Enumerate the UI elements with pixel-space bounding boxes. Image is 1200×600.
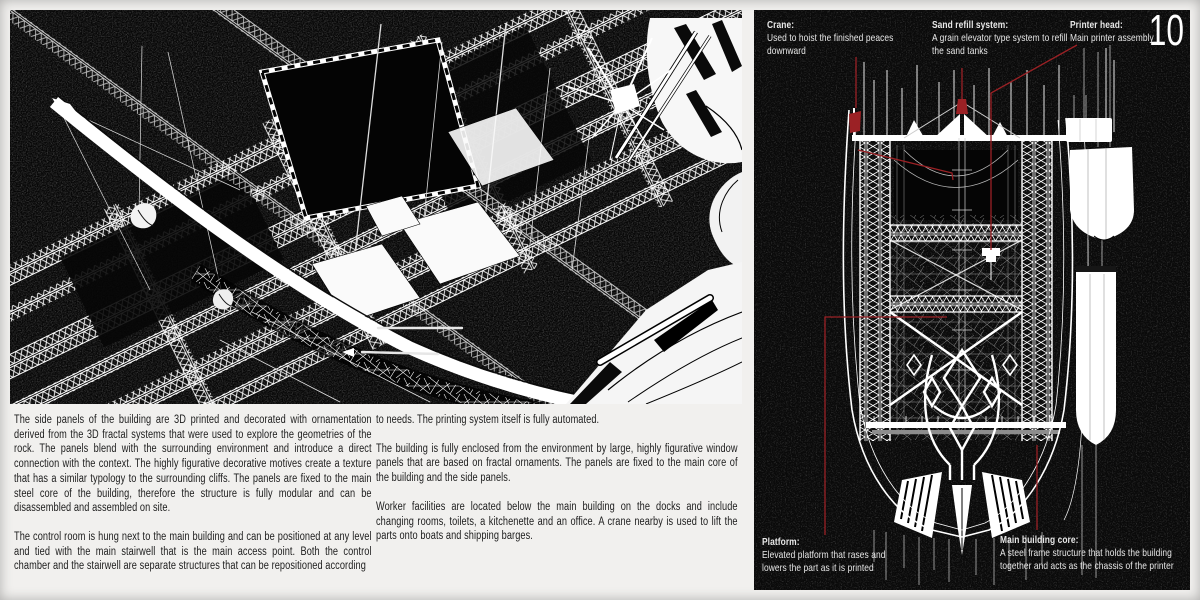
body-text-block (10, 404, 742, 592)
page-number: 10 (1148, 10, 1184, 55)
annotation-crane-body: Used to hoist the finished peaces downward (767, 32, 894, 57)
body-text-column-1 (14, 413, 372, 588)
body-paragraph: The side panels of the building are 3D printed and decorated with ornamentation derived from the 3D fractal systems that were used to explore the geometries of the rock. The panels blend with the surrounding environment and introduce a direct connection with the context. The highly figurative decorative motives create a texture that has a similar typology to the surrounding cliffs. The panels are fixed to the main steel core of the building, therefore the structure is fully modular and can be disassembled and assembled on site. (14, 414, 372, 515)
left-drawing-area (10, 10, 742, 404)
body-text-column-2 (376, 413, 738, 558)
annotation-printer-head-body: Main printer assembly (1070, 32, 1154, 44)
annotation-crane-title: Crane: (767, 19, 795, 31)
left-page (10, 10, 742, 592)
annotation-platform-body: Elevated platform that rases and lowers the part as it is printed (762, 549, 886, 574)
annotation-main-building-core-title: Main building core: (1000, 534, 1079, 546)
annotation-crane (767, 19, 919, 58)
body-paragraph: Worker facilities are located below the main building on the docks and include changing rooms, toilets, a kitchenette and an office. A crane nearby is used to lift the parts onto boats and shipping barges. (376, 500, 738, 543)
body-paragraph: The control room is hung next to the main building and can be positioned at any level and tied with the main stairwell that is the main access point. Both the control chamber and the stairwell are separate structures that can be repositioned according (14, 530, 372, 573)
right-drawing (754, 10, 1190, 590)
annotation-sand-refill (932, 19, 1070, 58)
annotation-platform (762, 536, 900, 575)
body-paragraph: The building is fully enclosed from the environment by large, highly figurative window panels that are based on fractal ornaments. The panels are fixed to the main core of the building and the side panels. (376, 442, 738, 485)
right-page (754, 10, 1190, 590)
annotation-main-building-core-body: A steel frame structure that holds the building together and acts as the chassis of the printer (1000, 547, 1174, 572)
annotation-sand-refill-body: A grain elevator type system to refill the sand tanks (932, 32, 1068, 57)
annotation-platform-title: Platform: (762, 536, 800, 548)
annotation-sand-refill-title: Sand refill system: (932, 19, 1009, 31)
annotation-printer-head-title: Printer head: (1070, 19, 1123, 31)
body-paragraph: to needs. The printing system itself is fully automated. (376, 414, 600, 426)
left-drawing (10, 10, 742, 404)
annotation-main-building-core (1000, 534, 1186, 573)
